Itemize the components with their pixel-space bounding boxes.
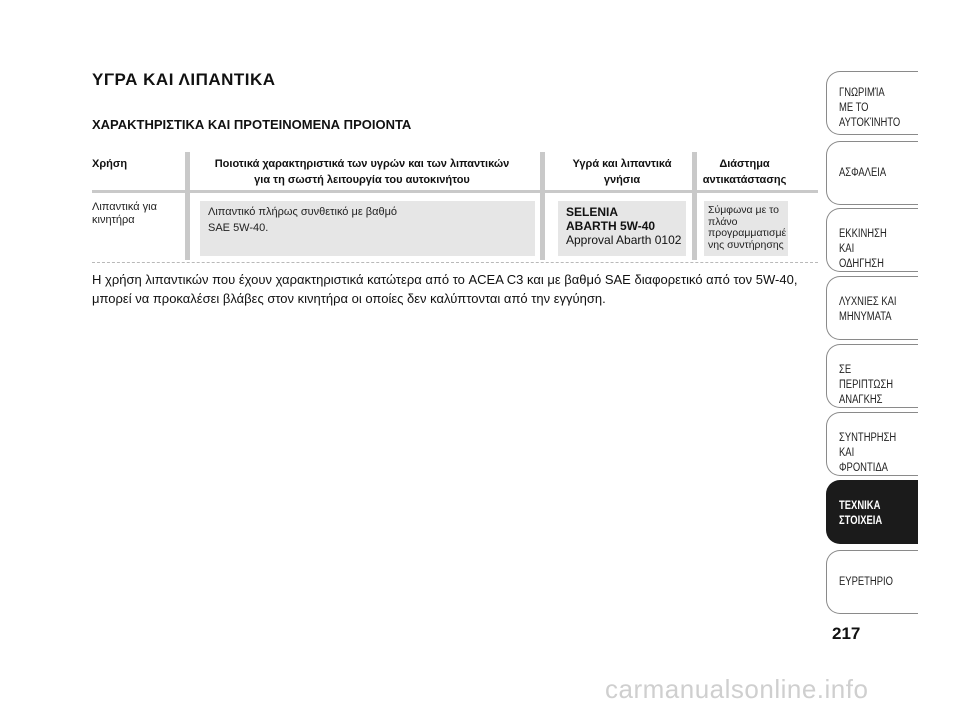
header-separator [92,190,818,193]
column-divider [692,152,697,260]
fluids-table [92,150,818,265]
column-divider [540,152,545,260]
page-title: ΥΓΡΑ ΚΑΙ ΛΙΠΑΝΤΙΚΑ [92,70,276,89]
tab-warning-lights[interactable]: ΛΥΧΝΙΕΣ ΚΑΙ ΜΗΝΥΜΑΤΑ [826,276,918,340]
tab-safety[interactable]: ΑΣΦΑΛΕΙΑ [826,141,918,205]
header-interval: Διάστημα αντικατάστασης [702,158,787,186]
header-characteristics: Ποιοτικά χαρακτηριστικά των υγρών και των λιπαντικών για τη σωστή λειτουργία του αυτοκινήτου [214,158,510,186]
header-genuine-products: Υγρά και λιπαντικά γνήσια [572,158,672,186]
tab-technical-data[interactable]: ΤΕΧΝΙΚΑ ΣΤΟΙΧΕΙΑ [826,480,918,544]
cell-genuine-product: SELENIA ABARTH 5W-40 Approval Abarth 0102 [566,205,682,247]
section-subtitle: ΧΑΡΑΚΤΗΡΙΣΤΙΚΑ ΚΑΙ ΠΡΟΤΕΙΝΟΜΕΝΑ ΠΡΟΙΟΝΤΑ [92,117,412,132]
page-number: 217 [832,624,861,643]
header-usage: Χρήση [92,158,128,170]
cell-interval: Σύμφωνα με το πλάνο προγραμματισμέ νης συντήρησης [708,204,787,251]
cell-usage: Λιπαντικά για κινητήρα [92,201,157,226]
tab-maintenance[interactable]: ΣΥΝΤΗΡΗΣΗ ΚΑΙ ΦΡΟΝΤΙΔΑ [826,412,918,476]
cell-characteristics: Λιπαντικό πλήρως συνθετικό με βαθμό SAE 5W-40. [208,206,398,234]
warning-note: Η χρήση λιπαντικών που έχουν χαρακτηριστικά κατώτερα από το ACEA C3 και με βαθμό SAE διαφορετικό από τον 5W-40, μπορεί να προκαλέσει βλάβες στον κινητήρα οι οποίες δεν καλύπτονται από την εγγύηση. [92,272,798,306]
tab-index[interactable]: ΕΥΡΕΤΗΡΙΟ [826,550,918,614]
tab-starting-driving[interactable]: ΕΚΚΙΝΗΣΗ ΚΑΙ ΟΔΗΓΗΣΗ [826,208,918,272]
watermark: carmanualsonline.info [605,674,869,704]
table-bottom-rule [92,262,818,263]
tab-getting-to-know[interactable]: ΓΝΩΡΙΜΊΑ ΜΕ ΤΟ ΑΥΤΟΚΊΝΗΤΟ [826,71,918,135]
tab-emergency[interactable]: ΣΕ ΠΕΡΙΠΤΩΣΗ ΑΝΑΓΚΗΣ [826,344,918,408]
column-divider [185,152,190,260]
